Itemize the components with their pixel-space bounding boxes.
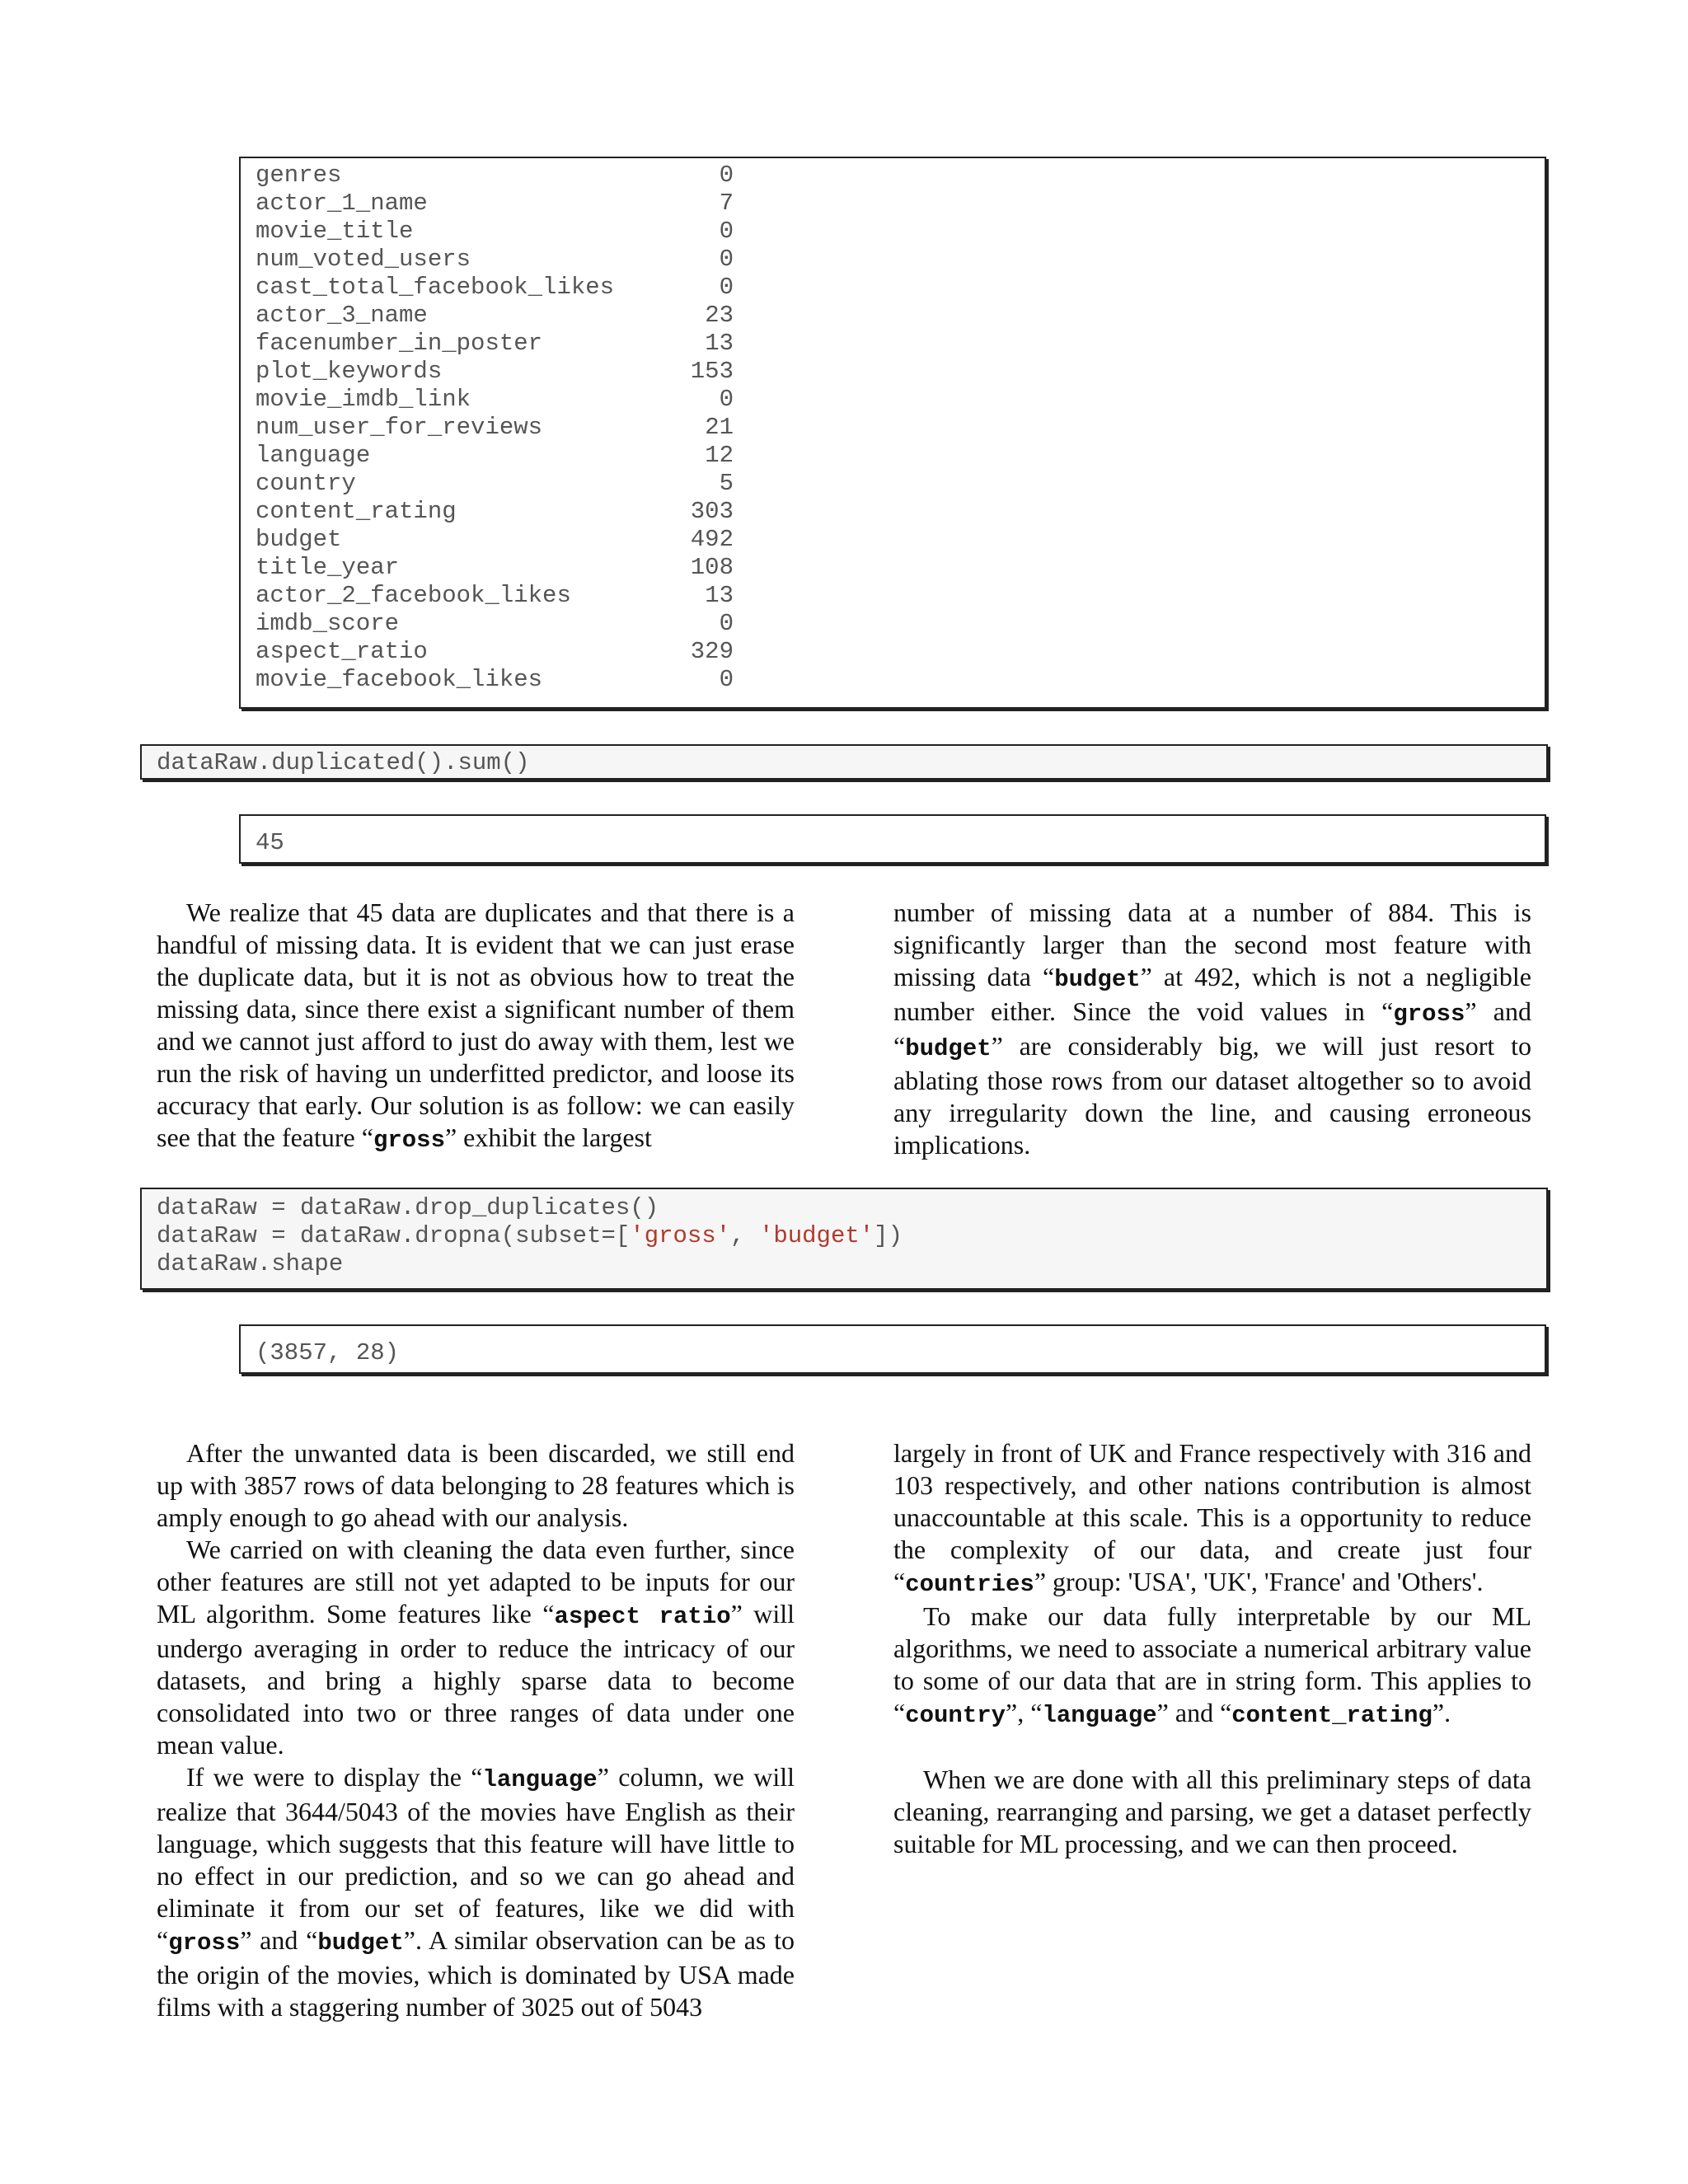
null-count-value: 0 xyxy=(719,246,734,273)
output-shape xyxy=(239,1324,1546,1374)
paragraph: We carried on with cleaning the data even further, since other features are still not yet adapted to be inputs for our ML algorithm. Some features like “aspect ratio” will undergo averaging in order to reduce the intricacy of our datasets, and bring a highly sparse data to become consolidated into two or three ranges of data under one mean value. xyxy=(157,1535,795,1760)
code-cell-duplicated[interactable] xyxy=(140,744,1548,780)
null-count-row xyxy=(256,526,734,554)
null-count-value: 0 xyxy=(719,274,734,301)
null-count-output xyxy=(239,157,1546,709)
output-value: (3857, 28) xyxy=(256,1339,400,1366)
keyword: gross xyxy=(1393,1001,1465,1028)
code-line: dataRaw = dataRaw.drop_duplicates() xyxy=(157,1194,659,1221)
keyword: language xyxy=(482,1766,598,1793)
column-name: actor_3_name xyxy=(256,302,428,329)
paragraph: largely in front of UK and France respectively with 316 and 103 respectively, and other nations contribution is almost unaccountable at this scale. This is a opportunity to reduce the complexity of our data, and create just four “countries” group: 'USA', 'UK', 'France' and 'Others'. xyxy=(893,1438,1531,1598)
column-name: language xyxy=(256,442,371,469)
keyword: gross xyxy=(168,1929,241,1957)
keyword: budget xyxy=(905,1035,992,1062)
column-name: content_rating xyxy=(256,498,457,525)
null-count-value: 5 xyxy=(719,470,734,497)
keyword: countries xyxy=(905,1571,1034,1598)
null-count-value: 0 xyxy=(719,666,734,693)
code-line: dataRaw.duplicated().sum() xyxy=(157,749,530,776)
right-column-1 xyxy=(893,897,1531,1161)
keyword: gross xyxy=(373,1127,445,1154)
column-name: facenumber_in_poster xyxy=(256,330,543,357)
null-count-row xyxy=(256,470,734,498)
null-count-row xyxy=(256,274,734,302)
null-count-value: 303 xyxy=(690,498,734,525)
null-count-table xyxy=(256,162,734,694)
null-count-value: 0 xyxy=(719,610,734,637)
string-literal: 'gross' xyxy=(630,1222,731,1249)
null-count-row xyxy=(256,498,734,526)
null-count-value: 108 xyxy=(690,554,734,581)
code-cell-dropna[interactable] xyxy=(140,1188,1548,1290)
column-name: actor_2_facebook_likes xyxy=(256,582,571,609)
null-count-value: 0 xyxy=(719,386,734,413)
null-count-value: 0 xyxy=(719,218,734,245)
column-name: plot_keywords xyxy=(256,358,443,385)
left-column-1 xyxy=(157,897,795,1156)
null-count-row xyxy=(256,554,734,582)
keyword: budget xyxy=(317,1929,404,1957)
paragraph: number of missing data at a number of 884. This is significantly larger than the second most feature with missing data “budget” at 492, which is not a negligible number either. Since the void values in “gross” and “budget” are considerably big, we will just resort to ablating those rows from our dataset altogether so to avoid any irregularity down the line, and causing erroneous implications. xyxy=(893,898,1532,1160)
column-name: country xyxy=(256,470,356,497)
column-name: num_voted_users xyxy=(256,246,471,273)
null-count-row xyxy=(256,330,734,358)
null-count-row xyxy=(256,190,734,218)
code-line: dataRaw = dataRaw.dropna(subset=['gross', 'budget']) xyxy=(157,1222,903,1249)
null-count-value: 23 xyxy=(705,302,734,329)
null-count-row xyxy=(256,582,734,610)
output-value: 45 xyxy=(256,829,284,856)
null-count-row xyxy=(256,246,734,274)
null-count-row xyxy=(256,162,734,190)
column-name: budget xyxy=(256,526,342,553)
null-count-value: 492 xyxy=(690,526,734,553)
keyword: aspect ratio xyxy=(554,1603,731,1630)
null-count-row xyxy=(256,302,734,330)
null-count-row xyxy=(256,666,734,694)
keyword: content_rating xyxy=(1231,1702,1432,1729)
paragraph: After the unwanted data is been discarded, we still end up with 3857 rows of data belonging to 28 features which is amply enough to go ahead with our analysis. xyxy=(157,1438,795,1532)
paragraph: We realize that 45 data are duplicates and that there is a handful of missing data. It is evident that we can just erase the duplicate data, but it is not as obvious how to treat the missing data, since there exist a significant number of them and we cannot just afford to just do away with them, lest we run the risk of having un underfitted predictor, and loose its accuracy that early. Our solution is as follow: we can easily see that the feature “gross” exhibit the largest xyxy=(157,898,795,1154)
null-count-value: 13 xyxy=(705,330,734,357)
null-count-row xyxy=(256,386,734,414)
output-duplicated xyxy=(239,814,1546,864)
code-line: dataRaw.shape xyxy=(157,1250,344,1277)
null-count-row xyxy=(256,442,734,470)
column-name: imdb_score xyxy=(256,610,400,637)
paragraph: When we are done with all this preliminary steps of data cleaning, rearranging and parsing, we get a dataset perfectly suitable for ML processing, and we can then proceed. xyxy=(893,1765,1531,1858)
column-name: num_user_for_reviews xyxy=(256,414,543,441)
keyword: budget xyxy=(1054,966,1141,993)
column-name: movie_imdb_link xyxy=(256,386,471,413)
null-count-row xyxy=(256,358,734,386)
keyword: country xyxy=(905,1702,1006,1729)
keyword: language xyxy=(1042,1702,1157,1729)
null-count-value: 13 xyxy=(705,582,734,609)
column-name: actor_1_name xyxy=(256,190,428,217)
column-name: movie_title xyxy=(256,218,414,245)
null-count-value: 12 xyxy=(705,442,734,469)
null-count-row xyxy=(256,414,734,442)
null-count-row xyxy=(256,218,734,246)
null-count-value: 153 xyxy=(690,358,734,385)
right-column-2 xyxy=(893,1437,1531,1860)
null-count-value: 0 xyxy=(719,162,734,189)
paragraph: If we were to display the “language” column, we will realize that 3644/5043 of the movies have English as their language, which suggests that this feature will have little to no effect in our prediction, and so we can go ahead and eliminate it from our set of features, like we did with “gross” and “budget”. A similar observation can be as to the origin of the movies, which is dominated by USA made films with a staggering number of 3025 out of 5043 xyxy=(157,1762,795,2022)
null-count-value: 21 xyxy=(705,414,734,441)
null-count-value: 7 xyxy=(719,190,734,217)
column-name: aspect_ratio xyxy=(256,638,428,665)
null-count-row xyxy=(256,610,734,638)
left-column-2 xyxy=(157,1437,795,2023)
column-name: movie_facebook_likes xyxy=(256,666,543,693)
column-name: genres xyxy=(256,162,342,189)
column-name: cast_total_facebook_likes xyxy=(256,274,615,301)
column-name: title_year xyxy=(256,554,400,581)
null-count-row xyxy=(256,638,734,666)
string-literal: 'budget' xyxy=(758,1222,874,1249)
paragraph: To make our data fully interpretable by our ML algorithms, we need to associate a numerical arbitrary value to some of our data that are in string form. This applies to “country”, “language” and “content_rating”. xyxy=(893,1601,1531,1729)
null-count-value: 329 xyxy=(690,638,734,665)
